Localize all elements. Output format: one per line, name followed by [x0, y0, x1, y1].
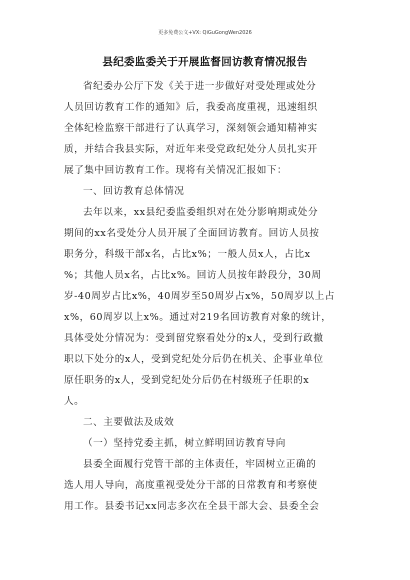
- paragraph-line: 人员回访教育工作的通知》后，我委高度重视，迅速组织: [64, 102, 318, 113]
- paragraph-line: 期间的xx名受处分人员开展了全面回访教育。回访人员按: [64, 228, 320, 239]
- paragraph-line: 具体受处分情况为：受到留党察看处分的x人，受到行政撤: [64, 333, 324, 344]
- document-body: [64, 76, 346, 517]
- paragraph-line: 全体纪检监察干部进行了认真学习，深刻领会通知精神实: [64, 123, 318, 134]
- paragraph-line: 职以下处分的x人，受到党纪处分后仍在机关、企事业单位: [64, 354, 324, 365]
- paragraph-line: （一）坚持党委主抓，树立鲜明回访教育导向: [83, 438, 286, 449]
- document-title: 县纪委监委关于开展监督回访教育情况报告: [102, 56, 308, 68]
- paragraph-line: 原任职务的x人，受到党纪处分后仍在村级班子任职的x: [64, 375, 310, 386]
- paragraph-line: 省纪委办公厅下发《关于进一步做好对受处理或处分: [83, 81, 317, 92]
- paragraph-line: 二、主要做法及成效: [83, 417, 175, 428]
- paragraph-line: 去年以来，xx县纪委监委组织对在处分影响期或处分: [83, 207, 319, 218]
- paragraph-line: x%，60周岁以上x%。通过对219名回访教育对象的统计，: [64, 312, 332, 323]
- paragraph-line: 质，并结合我县实际，对近年来受党政纪处分人员扎实开: [64, 144, 318, 155]
- header-note: 更多免费公文+VX: QiGuGongWen2026: [158, 30, 252, 36]
- paragraph-line: 选人用人导向，高度重视受处分干部的日常教育和考察使: [64, 480, 318, 491]
- paragraph-line: 展了集中回访教育工作。现将有关情况汇报如下：: [64, 165, 288, 176]
- paragraph-line: 职务分，科级干部x名，占比x%；一般人员x人，占比x: [64, 249, 311, 260]
- paragraph-line: %；其他人员x名，占比x%。回访人员按年龄段分，30周: [64, 270, 322, 281]
- paragraph-line: 一、回访教育总体情况: [83, 186, 185, 197]
- paragraph-line: 人。: [64, 396, 85, 407]
- paragraph-line: 县委全面履行党管干部的主体责任，牢固树立正确的: [83, 459, 317, 470]
- paragraph-line: 岁-40周岁占比x%，40周岁至50周岁占x%，50周岁以上占: [64, 291, 335, 302]
- paragraph-line: 用工作。县委书记xx同志多次在全县干部大会、县委全会: [64, 501, 320, 512]
